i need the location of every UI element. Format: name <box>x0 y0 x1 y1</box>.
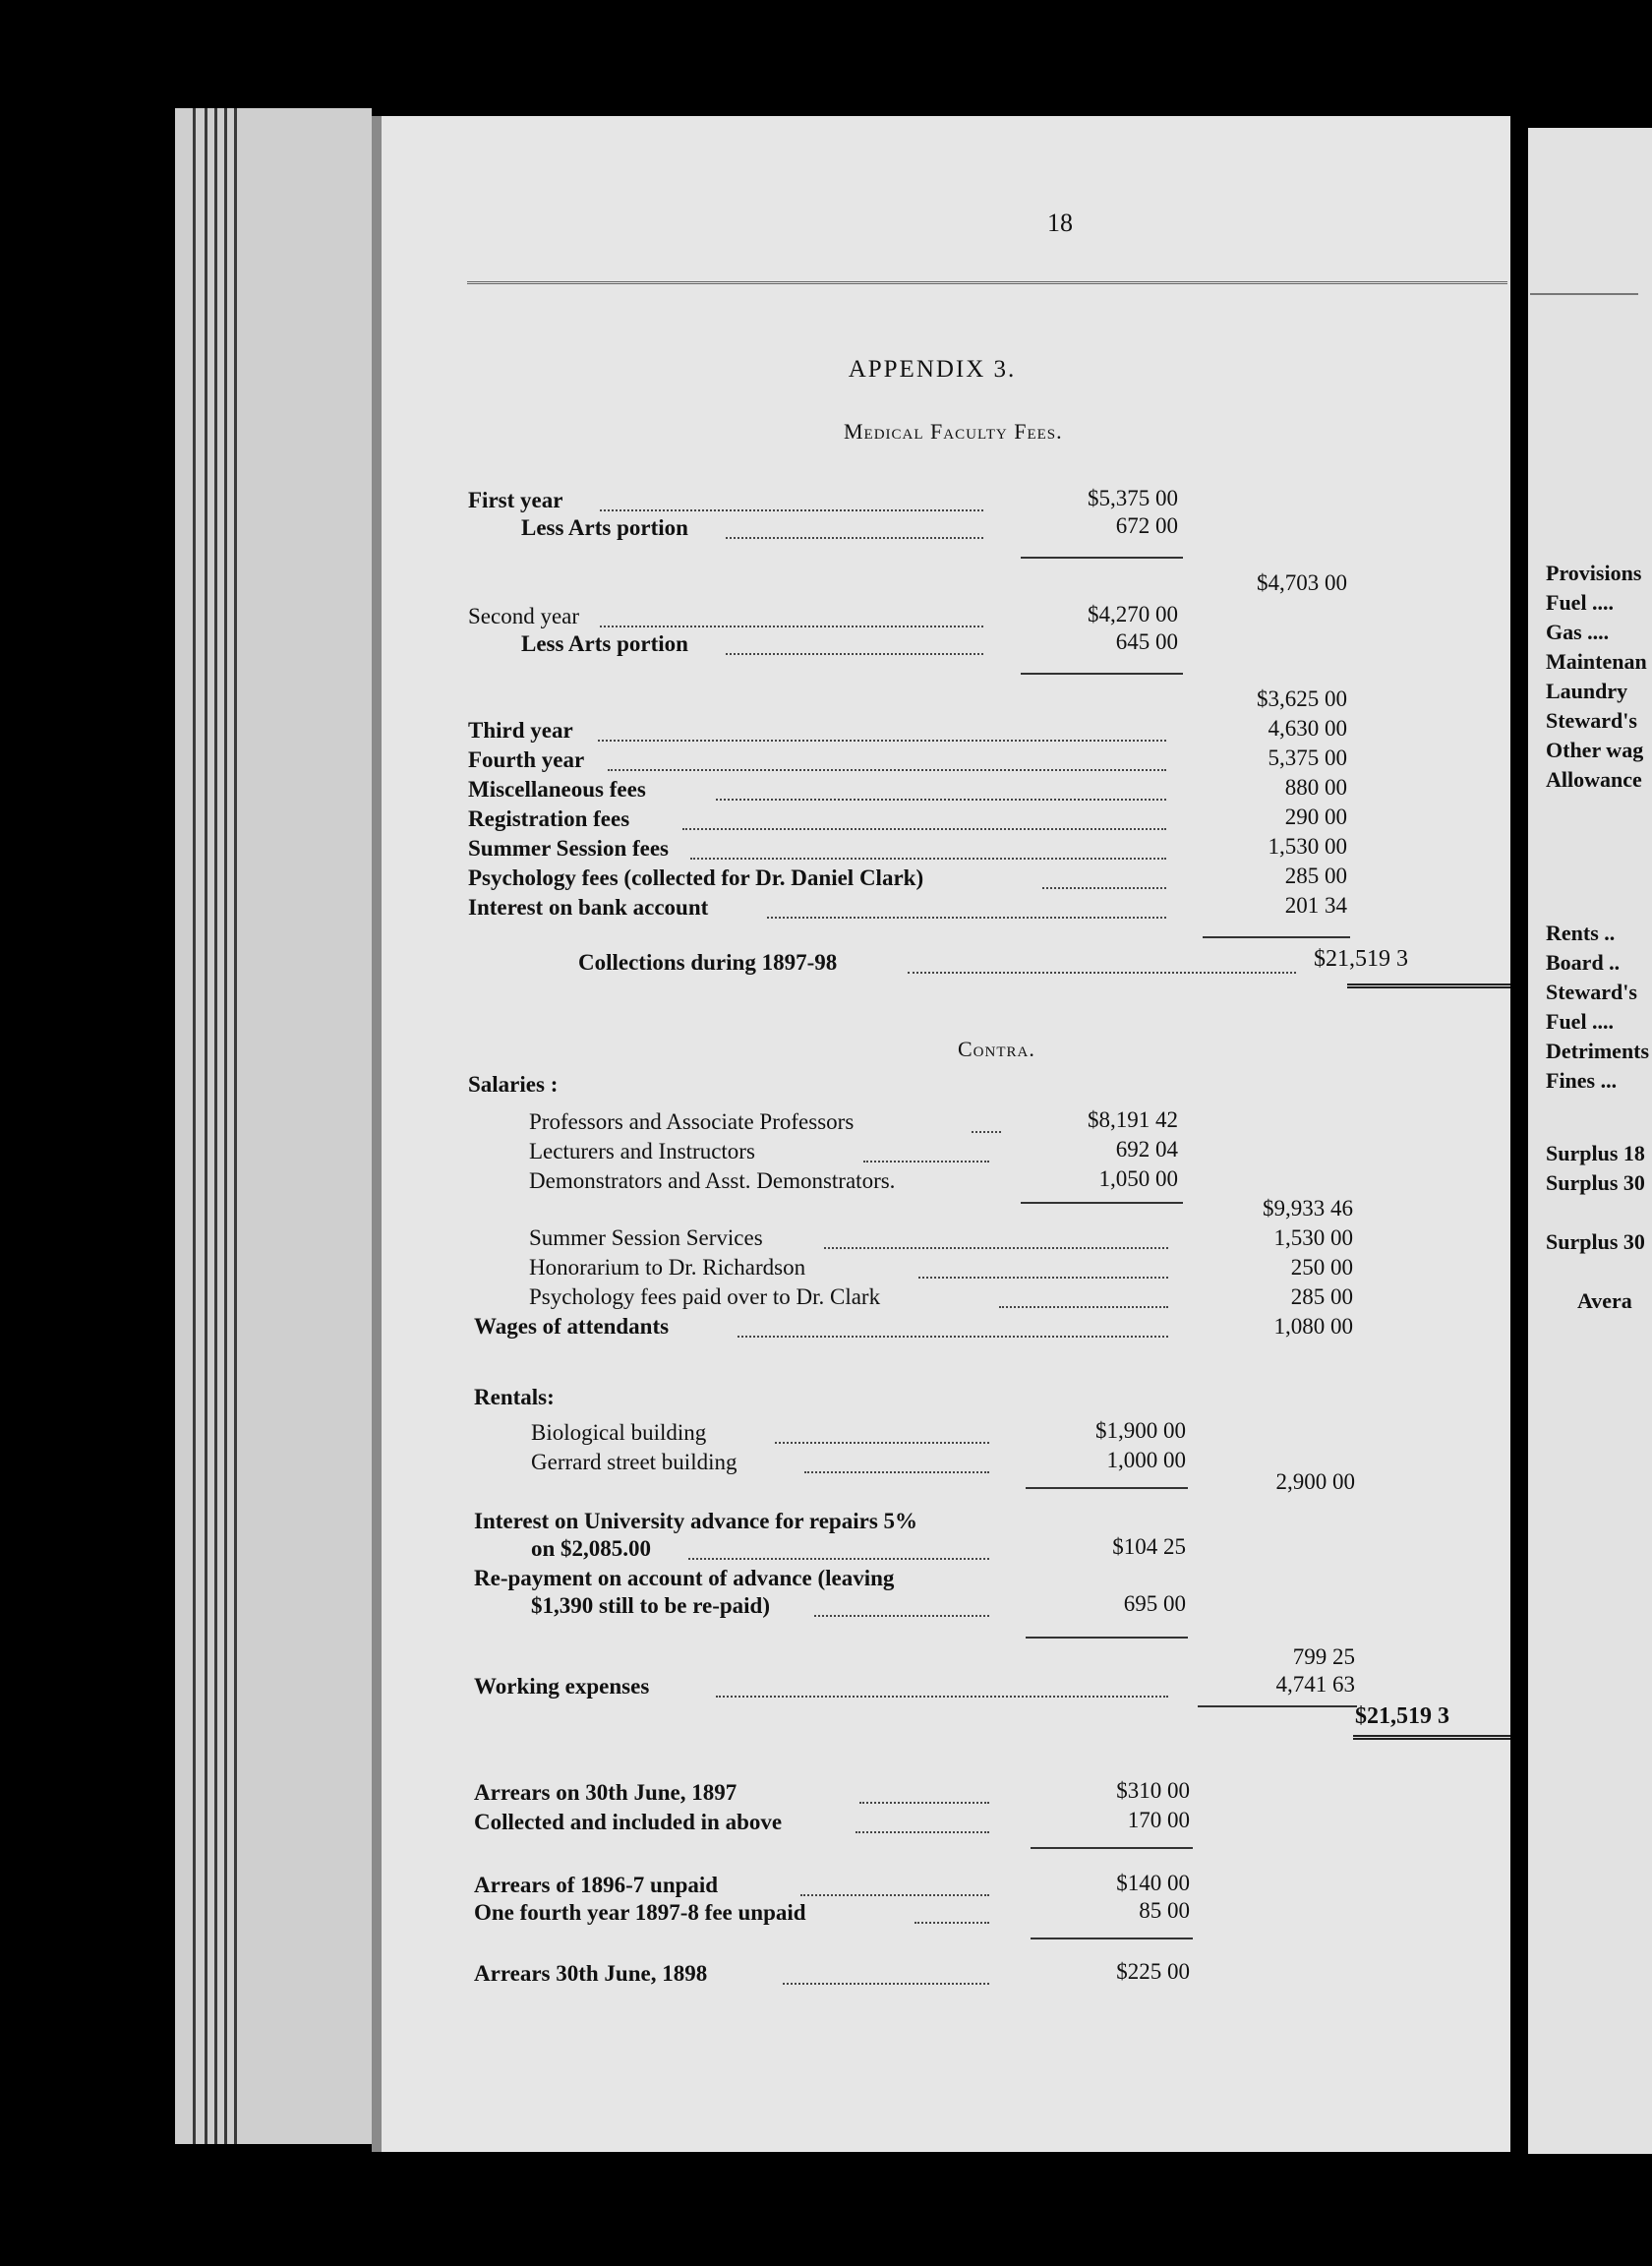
fees-heading: Medical Faculty Fees. <box>844 419 1063 444</box>
fee-amount: 201 34 <box>1284 893 1347 918</box>
rental-label: Gerrard street building <box>531 1450 738 1474</box>
dot-leader <box>908 972 1296 974</box>
fee-label: First year <box>468 488 563 512</box>
fee-subtotal: $3,625 00 <box>1257 686 1347 711</box>
fee-amount: 285 00 <box>1284 864 1347 888</box>
subtotal-rule <box>1026 1637 1188 1639</box>
fee-amount: 645 00 <box>1115 629 1178 654</box>
dot-leader <box>859 1802 989 1804</box>
arrears-amount: 170 00 <box>1127 1808 1190 1832</box>
dot-leader <box>598 740 1166 742</box>
facing-line: Rents .. <box>1546 921 1616 945</box>
grand-total-rule <box>1353 1735 1510 1740</box>
dot-leader <box>690 858 1166 860</box>
dot-leader <box>767 917 1166 919</box>
dot-leader <box>1042 887 1166 889</box>
salary-amount: 692 04 <box>1115 1137 1178 1162</box>
fee-label: Second year <box>468 604 580 628</box>
expense-label: Wages of attendants <box>474 1314 670 1339</box>
dot-leader <box>804 1471 989 1473</box>
fee-label: Less Arts portion <box>521 631 688 656</box>
expense-amount: 1,530 00 <box>1273 1225 1353 1250</box>
dot-leader <box>800 1894 989 1896</box>
rental-label: Biological building <box>531 1420 707 1445</box>
dot-leader <box>726 653 983 655</box>
facing-line: Allowance <box>1546 767 1642 792</box>
expense-amount: 285 00 <box>1290 1284 1353 1309</box>
rentals-total: 2,900 00 <box>1275 1469 1355 1494</box>
expense-label: Honorarium to Dr. Richardson <box>529 1255 806 1280</box>
grand-total-rule <box>1347 984 1510 988</box>
expense-amount: 1,080 00 <box>1273 1314 1353 1339</box>
fee-amount: 5,375 00 <box>1268 745 1347 770</box>
subtotal-rule <box>1026 1487 1188 1489</box>
page-edge <box>372 116 382 2152</box>
arrears-amount: $310 00 <box>1116 1778 1190 1803</box>
fee-amount: 672 00 <box>1115 513 1178 538</box>
expense-amount: 4,741 63 <box>1275 1672 1355 1697</box>
dot-leader <box>918 1277 1168 1279</box>
dot-leader <box>608 769 1166 771</box>
interest-label: Interest on University advance for repairs 5% <box>474 1509 918 1533</box>
fee-label: Third year <box>468 718 573 743</box>
arrears-label: One fourth year 1897-8 fee unpaid <box>474 1900 806 1925</box>
facing-line: Surplus 30 <box>1546 1170 1645 1195</box>
subtotal-rule <box>1021 1202 1183 1204</box>
fee-amount: $4,270 00 <box>1088 602 1178 626</box>
facing-line: Maintenan <box>1546 649 1647 674</box>
facing-line: Detriments <box>1546 1039 1650 1063</box>
dot-leader <box>856 1831 989 1833</box>
subtotal-rule <box>1031 1938 1193 1939</box>
contra-total: $21,519 3 <box>1355 1703 1449 1729</box>
facing-line: Board .. <box>1546 950 1621 975</box>
total-rule <box>1203 936 1350 938</box>
facing-line: Fines ... <box>1546 1068 1618 1093</box>
dot-leader <box>600 509 983 511</box>
dot-leader <box>783 1983 989 1985</box>
fee-label: Summer Session fees <box>468 836 670 861</box>
facing-line: Laundry <box>1546 679 1628 703</box>
fee-label: Registration fees <box>468 806 630 831</box>
dot-leader <box>738 1336 1168 1338</box>
dot-leader <box>688 1558 989 1560</box>
facing-line: Surplus 18 <box>1546 1141 1645 1165</box>
book-spine <box>175 108 372 2144</box>
salary-label: Demonstrators and Asst. Demonstrators. <box>529 1168 896 1193</box>
interest-label-cont: on $2,085.00 <box>531 1536 652 1561</box>
collections-label: Collections during 1897-98 <box>578 950 838 975</box>
expense-label: Working expenses <box>474 1674 650 1699</box>
fee-amount: 880 00 <box>1284 775 1347 800</box>
page-number: 18 <box>1047 209 1073 237</box>
total-rule <box>1198 1705 1357 1707</box>
arrears-amount: 85 00 <box>1139 1898 1190 1923</box>
dot-leader <box>824 1247 1168 1249</box>
fee-label: Less Arts portion <box>521 515 688 540</box>
facing-page <box>1528 128 1652 2154</box>
salary-label: Lecturers and Instructors <box>529 1139 755 1163</box>
dot-leader <box>716 799 1166 801</box>
collections-total: $21,519 3 <box>1314 946 1408 972</box>
facing-line: Avera <box>1577 1288 1632 1313</box>
facing-page-rule <box>1530 293 1638 295</box>
fee-amount: $5,375 00 <box>1088 486 1178 510</box>
fee-label: Fourth year <box>468 747 585 772</box>
rental-amount: 1,000 00 <box>1106 1448 1186 1472</box>
advance-total: 799 25 <box>1292 1644 1355 1669</box>
dot-leader <box>600 626 983 627</box>
fee-amount: 4,630 00 <box>1268 716 1347 741</box>
fee-label: Psychology fees (collected for Dr. Daniel Clark) <box>468 865 924 890</box>
repayment-label-cont: $1,390 still to be re-paid) <box>531 1593 770 1618</box>
arrears-label: Arrears 30th June, 1898 <box>474 1961 708 1986</box>
dot-leader <box>914 1922 989 1924</box>
facing-line: Gas .... <box>1546 620 1610 644</box>
arrears-amount: $140 00 <box>1116 1871 1190 1895</box>
subtotal-rule <box>1021 557 1183 559</box>
fee-amount: 1,530 00 <box>1268 834 1347 859</box>
subtotal-rule <box>1021 673 1183 675</box>
header-rule <box>467 281 1507 284</box>
dot-leader <box>716 1696 1168 1698</box>
fee-label: Miscellaneous fees <box>468 777 646 802</box>
appendix-title: APPENDIX 3. <box>848 356 1017 383</box>
fee-amount: 290 00 <box>1284 805 1347 829</box>
arrears-amount: $225 00 <box>1116 1959 1190 1984</box>
dot-leader <box>726 537 983 539</box>
expense-label: Psychology fees paid over to Dr. Clark <box>529 1284 881 1309</box>
facing-line: Steward's <box>1546 708 1637 733</box>
dot-leader <box>775 1442 989 1444</box>
arrears-label: Arrears of 1896-7 unpaid <box>474 1873 719 1897</box>
repayment-amount: 695 00 <box>1123 1591 1186 1616</box>
salaries-total: $9,933 46 <box>1263 1196 1353 1221</box>
salaries-label: Salaries : <box>468 1072 559 1097</box>
salary-amount: 1,050 00 <box>1098 1166 1178 1191</box>
document-page <box>372 116 1510 2152</box>
arrears-label: Collected and included in above <box>474 1810 783 1834</box>
arrears-label: Arrears on 30th June, 1897 <box>474 1780 738 1805</box>
facing-line: Other wag <box>1546 738 1644 762</box>
dot-leader <box>972 1131 1001 1133</box>
facing-line: Surplus 30 <box>1546 1229 1645 1254</box>
dot-leader <box>814 1615 989 1617</box>
facing-line: Provisions <box>1546 561 1642 585</box>
expense-amount: 250 00 <box>1290 1255 1353 1280</box>
fee-subtotal: $4,703 00 <box>1257 570 1347 595</box>
salary-label: Professors and Associate Professors <box>529 1109 855 1134</box>
expense-label: Summer Session Services <box>529 1225 763 1250</box>
rentals-label: Rentals: <box>474 1385 555 1409</box>
fee-label: Interest on bank account <box>468 895 709 920</box>
facing-line: Fuel .... <box>1546 1009 1615 1034</box>
facing-line: Steward's <box>1546 980 1637 1004</box>
rental-amount: $1,900 00 <box>1095 1418 1186 1443</box>
facing-line: Fuel .... <box>1546 590 1615 615</box>
dot-leader <box>863 1161 989 1163</box>
subtotal-rule <box>1031 1847 1193 1849</box>
dot-leader <box>682 828 1166 830</box>
salary-amount: $8,191 42 <box>1088 1107 1178 1132</box>
dot-leader <box>999 1306 1168 1308</box>
contra-heading: Contra. <box>958 1037 1035 1061</box>
interest-amount: $104 25 <box>1112 1534 1186 1559</box>
repayment-label: Re-payment on account of advance (leaving <box>474 1566 895 1590</box>
